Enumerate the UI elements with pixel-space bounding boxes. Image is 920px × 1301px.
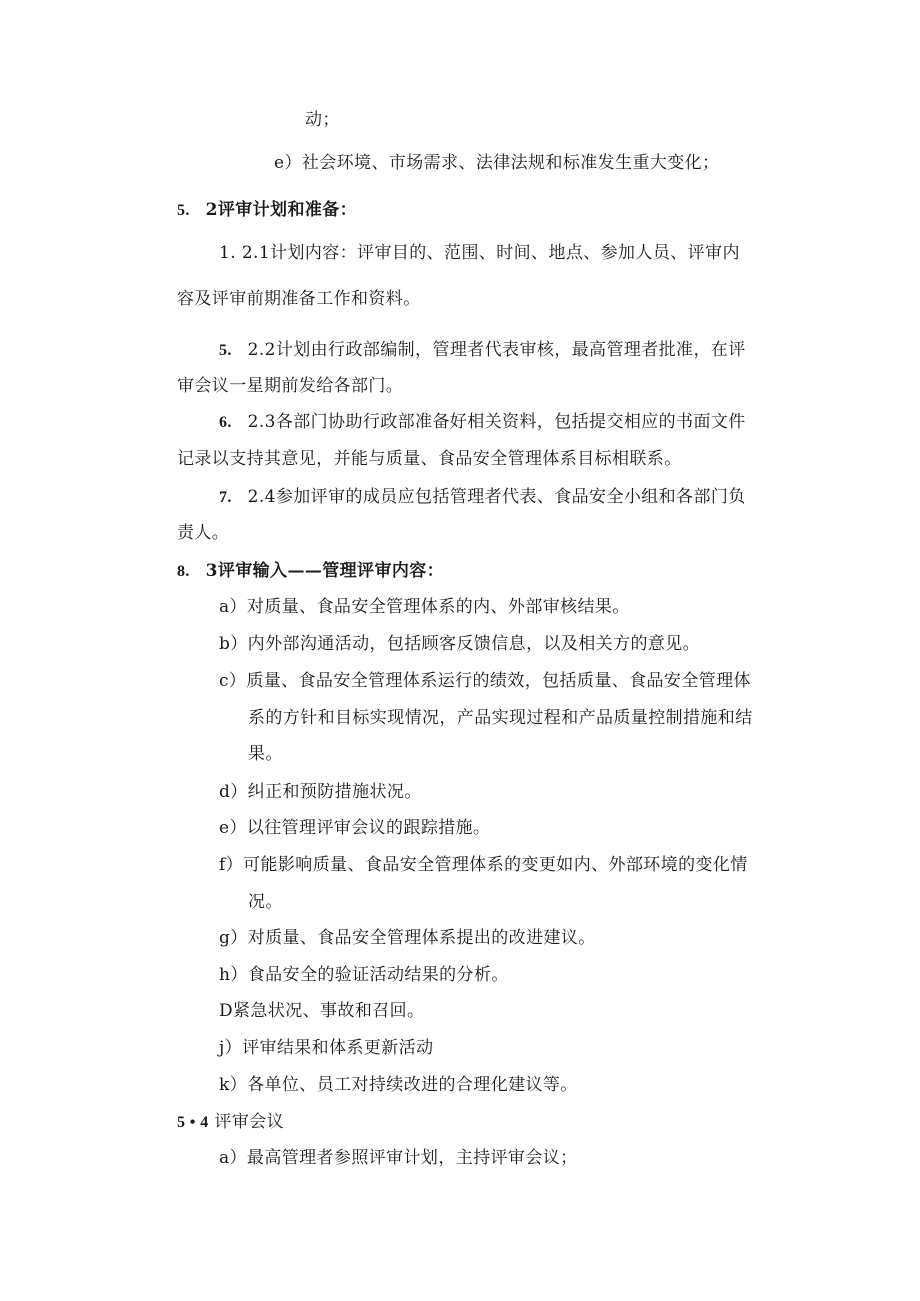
list-item: g）对质量、食品安全管理体系提出的改进建议。	[219, 928, 596, 948]
list-item-7	[219, 489, 746, 506]
list-item: c）质量、食品安全管理体系运行的绩效，包括质量、食品安全管理体	[219, 671, 751, 691]
section-number: 8.	[177, 563, 190, 580]
list-item: h）食品安全的验证活动结果的分析。	[219, 965, 509, 985]
list-item: d）纠正和预防措施状况。	[219, 782, 422, 802]
list-item: f）可能影响质量、食品安全管理体系的变更如内、外部环境的变化情	[219, 855, 748, 875]
section-number: 5.	[177, 202, 190, 219]
text-line: e）社会环境、市场需求、法律法规和标准发生重大变化；	[274, 153, 720, 173]
section-title: 评审会议	[214, 1112, 285, 1132]
item-text: 2.4参加评审的成员应包括管理者代表、食品安全小组和各部门负	[247, 487, 746, 507]
list-item: e）以往管理评审会议的跟踪措施。	[219, 818, 491, 838]
text-line: 动；	[305, 110, 340, 130]
section-number: 5 • 4	[177, 1114, 209, 1131]
text-line: 1. 2.1计划内容：评审目的、范围、时间、地点、参加人员、评审内	[219, 243, 740, 263]
list-item: k）各单位、员工对持续改进的合理化建议等。	[219, 1075, 578, 1095]
text-line: 责人。	[177, 523, 230, 543]
item-number: 5.	[219, 342, 232, 359]
list-item: a）最高管理者参照评审计划，主持评审会议；	[219, 1148, 578, 1168]
text-line: 记录以支持其意见，并能与质量、食品安全管理体系目标相联系。	[177, 449, 682, 469]
text-line: 果。	[248, 744, 283, 764]
section-title: 2评审计划和准备：	[205, 200, 358, 220]
section-heading-5-3	[177, 563, 444, 580]
text-line: 审会议一星期前发给各部门。	[177, 376, 404, 396]
section-heading-5-4	[177, 1114, 284, 1131]
item-text: 2.2计划由行政部编制，管理者代表审核，最高管理者批准，在评	[247, 340, 746, 360]
list-item: j）评审结果和体系更新活动	[219, 1038, 434, 1058]
text-line: 系的方针和目标实现情况，产品实现过程和产品质量控制措施和结	[248, 708, 753, 728]
item-number: 6.	[219, 414, 232, 431]
list-item-5	[219, 342, 746, 359]
item-text: 2.3各部门协助行政部准备好相关资料，包括提交相应的书面文件	[247, 412, 746, 432]
item-number: 7.	[219, 489, 232, 506]
list-item: a）对质量、食品安全管理体系的内、外部审核结果。	[219, 597, 630, 617]
section-heading-5-2	[177, 202, 357, 219]
list-item: D紧急状况、事故和召回。	[219, 1001, 425, 1021]
list-item: b）内外部沟通活动，包括顾客反馈信息，以及相关方的意见。	[219, 634, 701, 654]
text-line: 容及评审前期准备工作和资料。	[177, 289, 421, 309]
section-title: 3评审输入——管理评审内容：	[205, 561, 445, 581]
list-item-6	[219, 414, 746, 431]
text-line: 况。	[248, 892, 283, 912]
